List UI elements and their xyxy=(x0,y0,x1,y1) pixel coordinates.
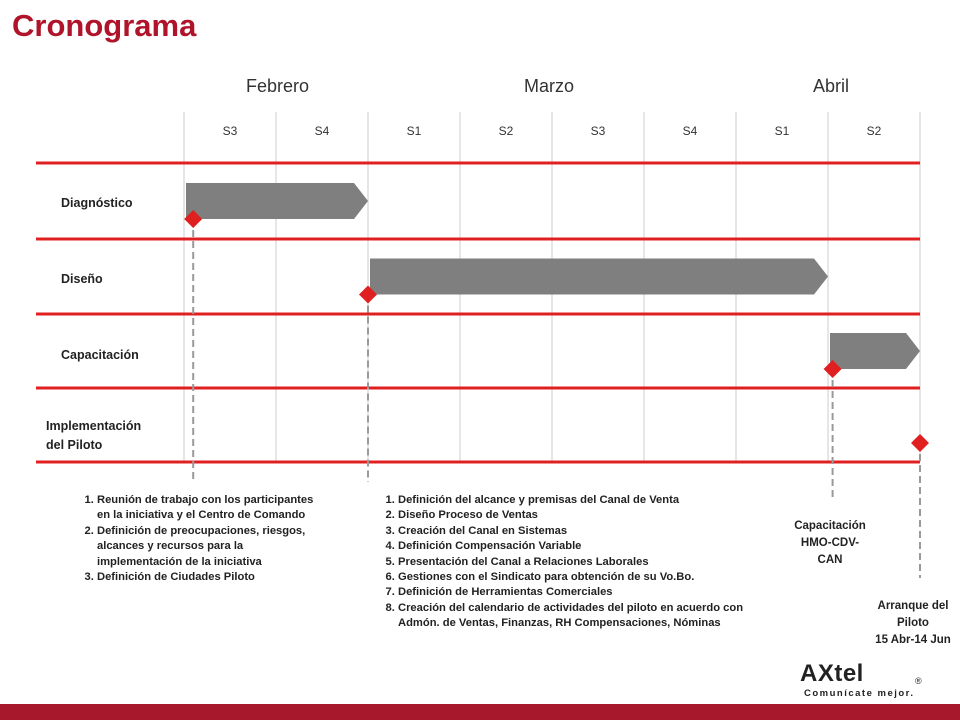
milestone-diamond xyxy=(911,434,929,452)
diagnostico-activities xyxy=(72,493,367,585)
milestone-label-line: CAN xyxy=(817,554,843,566)
week-header: S4 xyxy=(314,124,330,138)
phase-label-diagnostico: Diagnóstico xyxy=(61,196,133,210)
milestone-label-line: 15 Abr-14 Jun xyxy=(875,634,951,646)
activity-item: 2. Diseño Proceso de Ventas xyxy=(398,508,818,523)
month-febrero: Febrero xyxy=(246,76,310,96)
milestone-label-line: Piloto xyxy=(897,617,929,629)
activity-item: 6. Gestiones con el Sindicato para obtención de su Vo.Bo. xyxy=(398,570,818,585)
activity-line: 1. Reunión de trabajo con los participantes xyxy=(97,494,314,506)
week-header: S2 xyxy=(866,124,882,138)
milestone-label-line: Arranque del xyxy=(877,600,949,612)
task-bar xyxy=(370,259,828,295)
week-header: S4 xyxy=(682,124,698,138)
activity-line: 3. Definición de Ciudades Piloto xyxy=(97,571,255,584)
logo-tagline: Comunícate mejor. xyxy=(804,688,915,699)
task-bar xyxy=(186,183,368,219)
activity-item xyxy=(97,524,367,570)
week-header: S3 xyxy=(222,124,238,138)
week-header: S3 xyxy=(590,124,606,138)
task-bar xyxy=(830,333,920,369)
activity-item xyxy=(97,493,367,524)
activity-item xyxy=(97,570,367,585)
milestone-label-capacitacion xyxy=(782,518,878,569)
activity-line: en la iniciativa y el Centro de Comando xyxy=(97,509,306,522)
milestone-label-line: Capacitación xyxy=(794,520,866,532)
registered-mark: ® xyxy=(915,676,922,686)
week-header: S1 xyxy=(774,124,790,138)
diseno-activities xyxy=(373,493,818,632)
row-separators xyxy=(36,163,920,462)
milestone-label-arranque xyxy=(866,598,960,649)
phase-label-diseno: Diseño xyxy=(61,272,103,286)
week-header: S2 xyxy=(498,124,514,138)
axtel-logo xyxy=(800,660,930,700)
activity-item: 3. Creación del Canal en Sistemas xyxy=(398,524,818,539)
phase-label-line: Implementación xyxy=(46,419,142,433)
phase-label-line: del Piloto xyxy=(46,438,103,452)
page-title: Cronograma xyxy=(12,8,197,43)
task-bars xyxy=(186,183,920,369)
activity-item: 1. Definición del alcance y premisas del Canal de Venta xyxy=(398,493,818,508)
activity-line: implementación de la iniciativa xyxy=(97,555,262,568)
activity-item: 7. Definición de Herramientas Comerciales xyxy=(398,585,818,600)
activity-item xyxy=(398,601,818,632)
activity-item: 5. Presentación del Canal a Relaciones Laborales xyxy=(398,555,818,570)
activity-item: 4. Definición Compensación Variable xyxy=(398,539,818,554)
footer-bar xyxy=(0,704,960,720)
logo-brand: AXtel xyxy=(800,660,864,687)
phase-label-implementacion xyxy=(46,417,141,455)
milestone-label-line: HMO-CDV- xyxy=(800,537,860,549)
phase-label-capacitacion: Capacitación xyxy=(61,348,139,362)
activity-line: Admón. de Ventas, Finanzas, RH Compensaciones, Nóminas xyxy=(398,617,721,630)
activity-line: alcances y recursos para la xyxy=(97,540,244,553)
activity-line: 2. Definición de preocupaciones, riesgos, xyxy=(97,524,306,537)
milestone-markers xyxy=(184,210,929,452)
week-header: S1 xyxy=(406,124,422,138)
month-abril: Abril xyxy=(813,76,850,96)
activity-line: 8. Creación del calendario de actividades del piloto en acuerdo con xyxy=(398,601,744,614)
month-marzo: Marzo xyxy=(524,76,575,96)
